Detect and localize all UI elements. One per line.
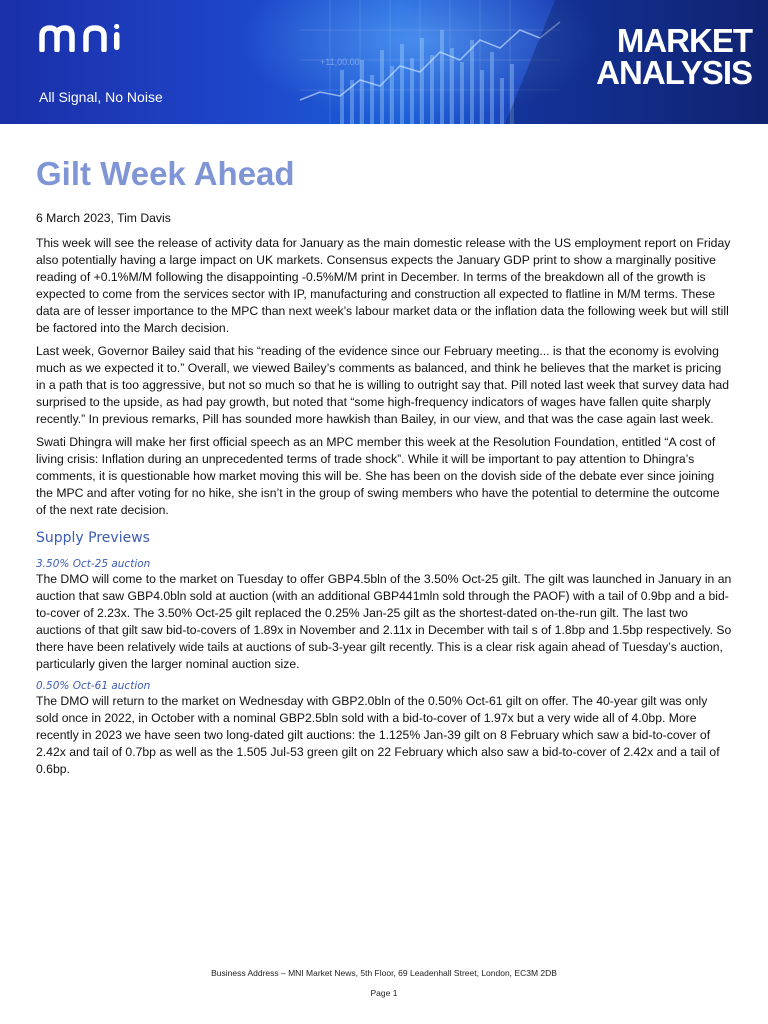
page-title: Gilt Week Ahead xyxy=(36,155,295,192)
header-banner xyxy=(0,0,768,124)
paragraph: This week will see the release of activity data for January as the main domestic release with the US employment report on Friday also potentially having a large impact on UK markets. Consensus expects the January GDP print to show a marginally positive reading of +0.1%M/M following the disappointing -0.5%M/M print in December. In terms of the breakdown all of the growth is expected to come from the services sector with IP, manufacturing and construction all expected to flatline in M/M terms. These data are of lesser importance to the MPC than next week’s labour market data or the inflation data the following week but will still be factored into the March decision. xyxy=(36,236,731,335)
badge-line-market: MARKET xyxy=(616,22,752,59)
market-analysis-badge xyxy=(532,22,752,91)
auction-title: 0.50% Oct-61 auction xyxy=(36,680,151,692)
badge-line-analysis: ANALYSIS xyxy=(596,54,752,91)
section-heading: Supply Previews xyxy=(36,530,150,546)
article xyxy=(36,152,732,784)
paragraph: Last week, Governor Bailey said that his “reading of the evidence since our February meeting... is that the economy is evolving much as we expected it to.” Overall, we viewed Bailey’s comments as balanced, and think he believes that the market is pricing in a path that is too aggressive, but not so much so that he is willing to outright say that. Pill noted last week that survey data had surprised to the upside, as had pay growth, but noted that “some high-frequency indicators of wages have fallen quite sharply recently.” In previous remarks, Pill has sounded more hawkish than Bailey, in our view, and that was the case again last week. xyxy=(36,344,730,426)
page-number: Page 1 xyxy=(370,988,398,998)
ticker-text: +11,00.00 xyxy=(320,57,360,67)
footer-address: Business Address – MNI Market News, 5th Floor, 69 Leadenhall Street, London, EC3M 2DB xyxy=(211,968,557,978)
auction-text: The DMO will return to the market on Wednesday with GBP2.0bln of the 0.50% Oct-61 gilt on offer. The 40-year gilt was only sold once in 2022, in October with a nominal GBP2.5bln sold with a bid-to-cover of 1.97x but a very wide all of 4.0bp. More recently in 2023 we have seen two long-dated gilt auctions: the 1.125% Jan-39 gilt on 8 February which saw a bid-to-cover of 2.42x and tail of 0.7bp as well as the 1.505 Jul-53 green gilt on 22 February which also saw a bid-to-cover of 2.42x and a tail of 0.6bp. xyxy=(36,694,720,776)
byline: 6 March 2023, Tim Davis xyxy=(36,211,171,225)
paragraph: Swati Dhingra will make her first official speech as an MPC member this week at the Resolution Foundation, entitled “A cost of living crisis: Inflation during an unprecedented terms of trade shock”. While it will be important to pay attention to Dhingra’s comments, it is questionable how market moving this will be. She has been on the dovish side of the debate ever since joining the MPC and after voting for no hike, she isn’t in the group of swing members who have the potential to determine the outcome of the next rate decision. xyxy=(36,435,720,517)
mni-logo xyxy=(38,24,138,52)
auction-text: The DMO will come to the market on Tuesday to offer GBP4.5bln of the 3.50% Oct-25 gilt. The gilt was launched in January in an auction that saw GBP4.0bln sold at auction (with an additional GBP441mln sold through the PAOF) with a tail of 0.9bp and a bid-to-cover of 2.23x. The 3.50% Oct-25 gilt replaced the 0.25% Jan-25 gilt as the shortest-dated on-the-run gilt. The last two auctions of that gilt saw bid-to-covers of 1.89x in November and 2.11x in December with tail s of 1.8bp and 1.5bp respectively. So there have been relatively wide tails at auctions of sub-3-year gilt recently. This is a clear risk again ahead of Tuesday’s auction, particularly given the larger nominal auction size. xyxy=(36,572,732,671)
auction-title: 3.50% Oct-25 auction xyxy=(36,558,151,570)
tagline: All Signal, No Noise xyxy=(39,89,163,105)
